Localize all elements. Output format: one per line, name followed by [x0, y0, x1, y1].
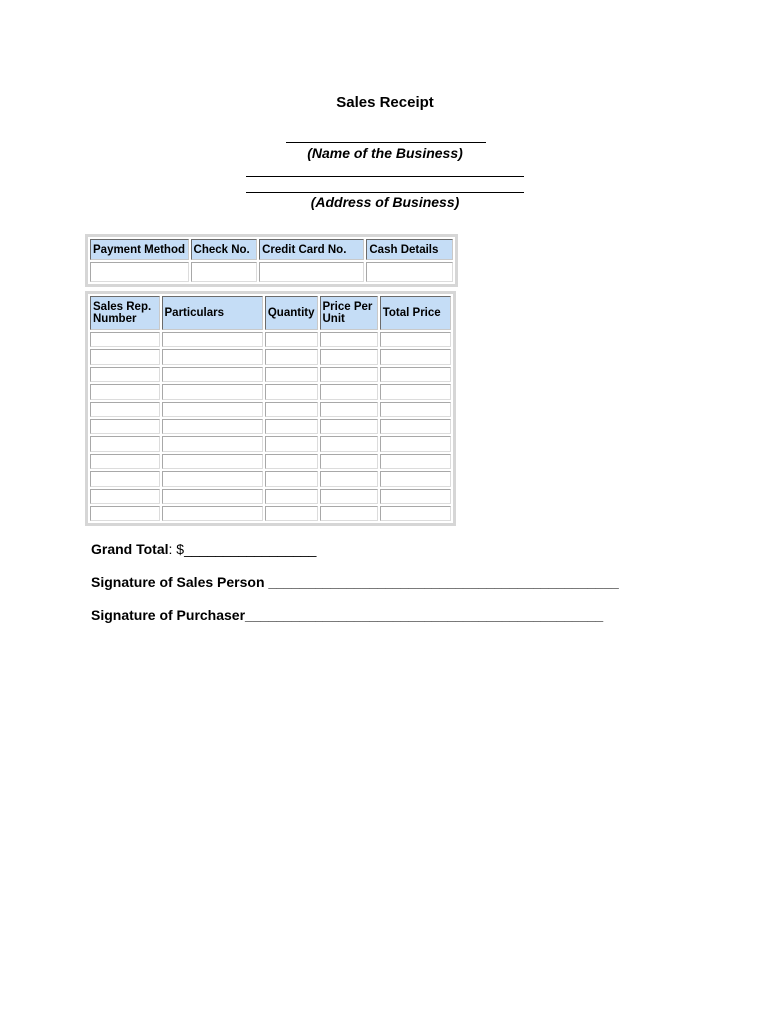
sales-rep-number-cell[interactable] — [90, 384, 160, 399]
sales-rep-number-cell[interactable] — [90, 506, 160, 521]
total-price-cell[interactable] — [380, 332, 451, 347]
table-row — [90, 419, 451, 434]
quantity-cell[interactable] — [265, 384, 318, 399]
credit-card-no-cell[interactable] — [259, 262, 364, 282]
particulars-cell[interactable] — [162, 506, 263, 521]
table-row — [90, 332, 451, 347]
quantity-cell[interactable] — [265, 454, 318, 469]
total-price-cell[interactable] — [380, 489, 451, 504]
particulars-cell[interactable] — [162, 471, 263, 486]
particulars-cell[interactable] — [162, 349, 263, 364]
quantity-cell[interactable] — [265, 419, 318, 434]
table-row — [90, 506, 451, 521]
quantity-cell[interactable] — [265, 349, 318, 364]
table-row — [90, 436, 451, 451]
total-price-cell[interactable] — [380, 419, 451, 434]
sales-rep-number-cell[interactable] — [90, 454, 160, 469]
quantity-cell[interactable] — [265, 367, 318, 382]
total-price-cell[interactable] — [380, 471, 451, 486]
header-particulars: Particulars — [162, 296, 263, 330]
signature-sales-person[interactable]: Signature of Sales Person _____________________________________________ — [91, 574, 619, 590]
quantity-cell[interactable] — [265, 489, 318, 504]
price-per-unit-cell[interactable] — [320, 367, 378, 382]
business-address-line-2 — [246, 179, 524, 193]
particulars-cell[interactable] — [162, 436, 263, 451]
payment-method-cell[interactable] — [90, 262, 189, 282]
grand-total-row — [91, 541, 316, 557]
table-row — [90, 367, 451, 382]
header-total-price: Total Price — [380, 296, 451, 330]
signature-purchaser[interactable]: Signature of Purchaser______________________________________________ — [91, 607, 604, 623]
price-per-unit-cell[interactable] — [320, 402, 378, 417]
table-row — [90, 402, 451, 417]
total-price-cell[interactable] — [380, 367, 451, 382]
quantity-cell[interactable] — [265, 402, 318, 417]
sales-rep-number-cell[interactable] — [90, 419, 160, 434]
header-check-no: Check No. — [191, 239, 258, 260]
business-name-caption: (Name of the Business) — [307, 145, 463, 161]
total-price-cell[interactable] — [380, 454, 451, 469]
particulars-cell[interactable] — [162, 367, 263, 382]
price-per-unit-cell[interactable] — [320, 349, 378, 364]
price-per-unit-cell[interactable] — [320, 436, 378, 451]
particulars-cell[interactable] — [162, 489, 263, 504]
business-name-line — [286, 128, 486, 143]
quantity-cell[interactable] — [265, 332, 318, 347]
quantity-cell[interactable] — [265, 471, 318, 486]
price-per-unit-cell[interactable] — [320, 332, 378, 347]
cash-details-cell[interactable] — [366, 262, 453, 282]
payment-table — [85, 234, 458, 287]
sales-rep-number-cell[interactable] — [90, 367, 160, 382]
total-price-cell[interactable] — [380, 436, 451, 451]
header-credit-card-no: Credit Card No. — [259, 239, 364, 260]
particulars-cell[interactable] — [162, 332, 263, 347]
business-address-caption: (Address of Business) — [310, 194, 460, 210]
price-per-unit-cell[interactable] — [320, 506, 378, 521]
table-row — [90, 454, 451, 469]
business-address-line-1 — [246, 162, 524, 177]
header-price-per-unit: Price Per Unit — [320, 296, 378, 330]
header-cash-details: Cash Details — [366, 239, 453, 260]
particulars-cell[interactable] — [162, 419, 263, 434]
header-sales-rep-number: Sales Rep. Number — [90, 296, 160, 330]
table-row — [90, 489, 451, 504]
grand-total-value[interactable]: : $_________________ — [168, 541, 317, 557]
check-no-cell[interactable] — [191, 262, 258, 282]
price-per-unit-cell[interactable] — [320, 489, 378, 504]
price-per-unit-cell[interactable] — [320, 419, 378, 434]
quantity-cell[interactable] — [265, 436, 318, 451]
total-price-cell[interactable] — [380, 506, 451, 521]
particulars-cell[interactable] — [162, 402, 263, 417]
total-price-cell[interactable] — [380, 349, 451, 364]
document-title: Sales Receipt — [336, 94, 434, 111]
total-price-cell[interactable] — [380, 402, 451, 417]
table-row — [90, 349, 451, 364]
particulars-cell[interactable] — [162, 454, 263, 469]
sales-rep-number-cell[interactable] — [90, 471, 160, 486]
header-quantity: Quantity — [265, 296, 318, 330]
items-table — [85, 291, 456, 526]
sales-rep-number-cell[interactable] — [90, 349, 160, 364]
sales-rep-number-cell[interactable] — [90, 402, 160, 417]
price-per-unit-cell[interactable] — [320, 384, 378, 399]
grand-total-label: Grand Total — [91, 541, 169, 557]
sales-rep-number-cell[interactable] — [90, 489, 160, 504]
particulars-cell[interactable] — [162, 384, 263, 399]
table-row — [90, 471, 451, 486]
header-payment-method: Payment Method — [90, 239, 189, 260]
quantity-cell[interactable] — [265, 506, 318, 521]
price-per-unit-cell[interactable] — [320, 471, 378, 486]
table-row — [90, 384, 451, 399]
total-price-cell[interactable] — [380, 384, 451, 399]
sales-rep-number-cell[interactable] — [90, 332, 160, 347]
price-per-unit-cell[interactable] — [320, 454, 378, 469]
sales-rep-number-cell[interactable] — [90, 436, 160, 451]
